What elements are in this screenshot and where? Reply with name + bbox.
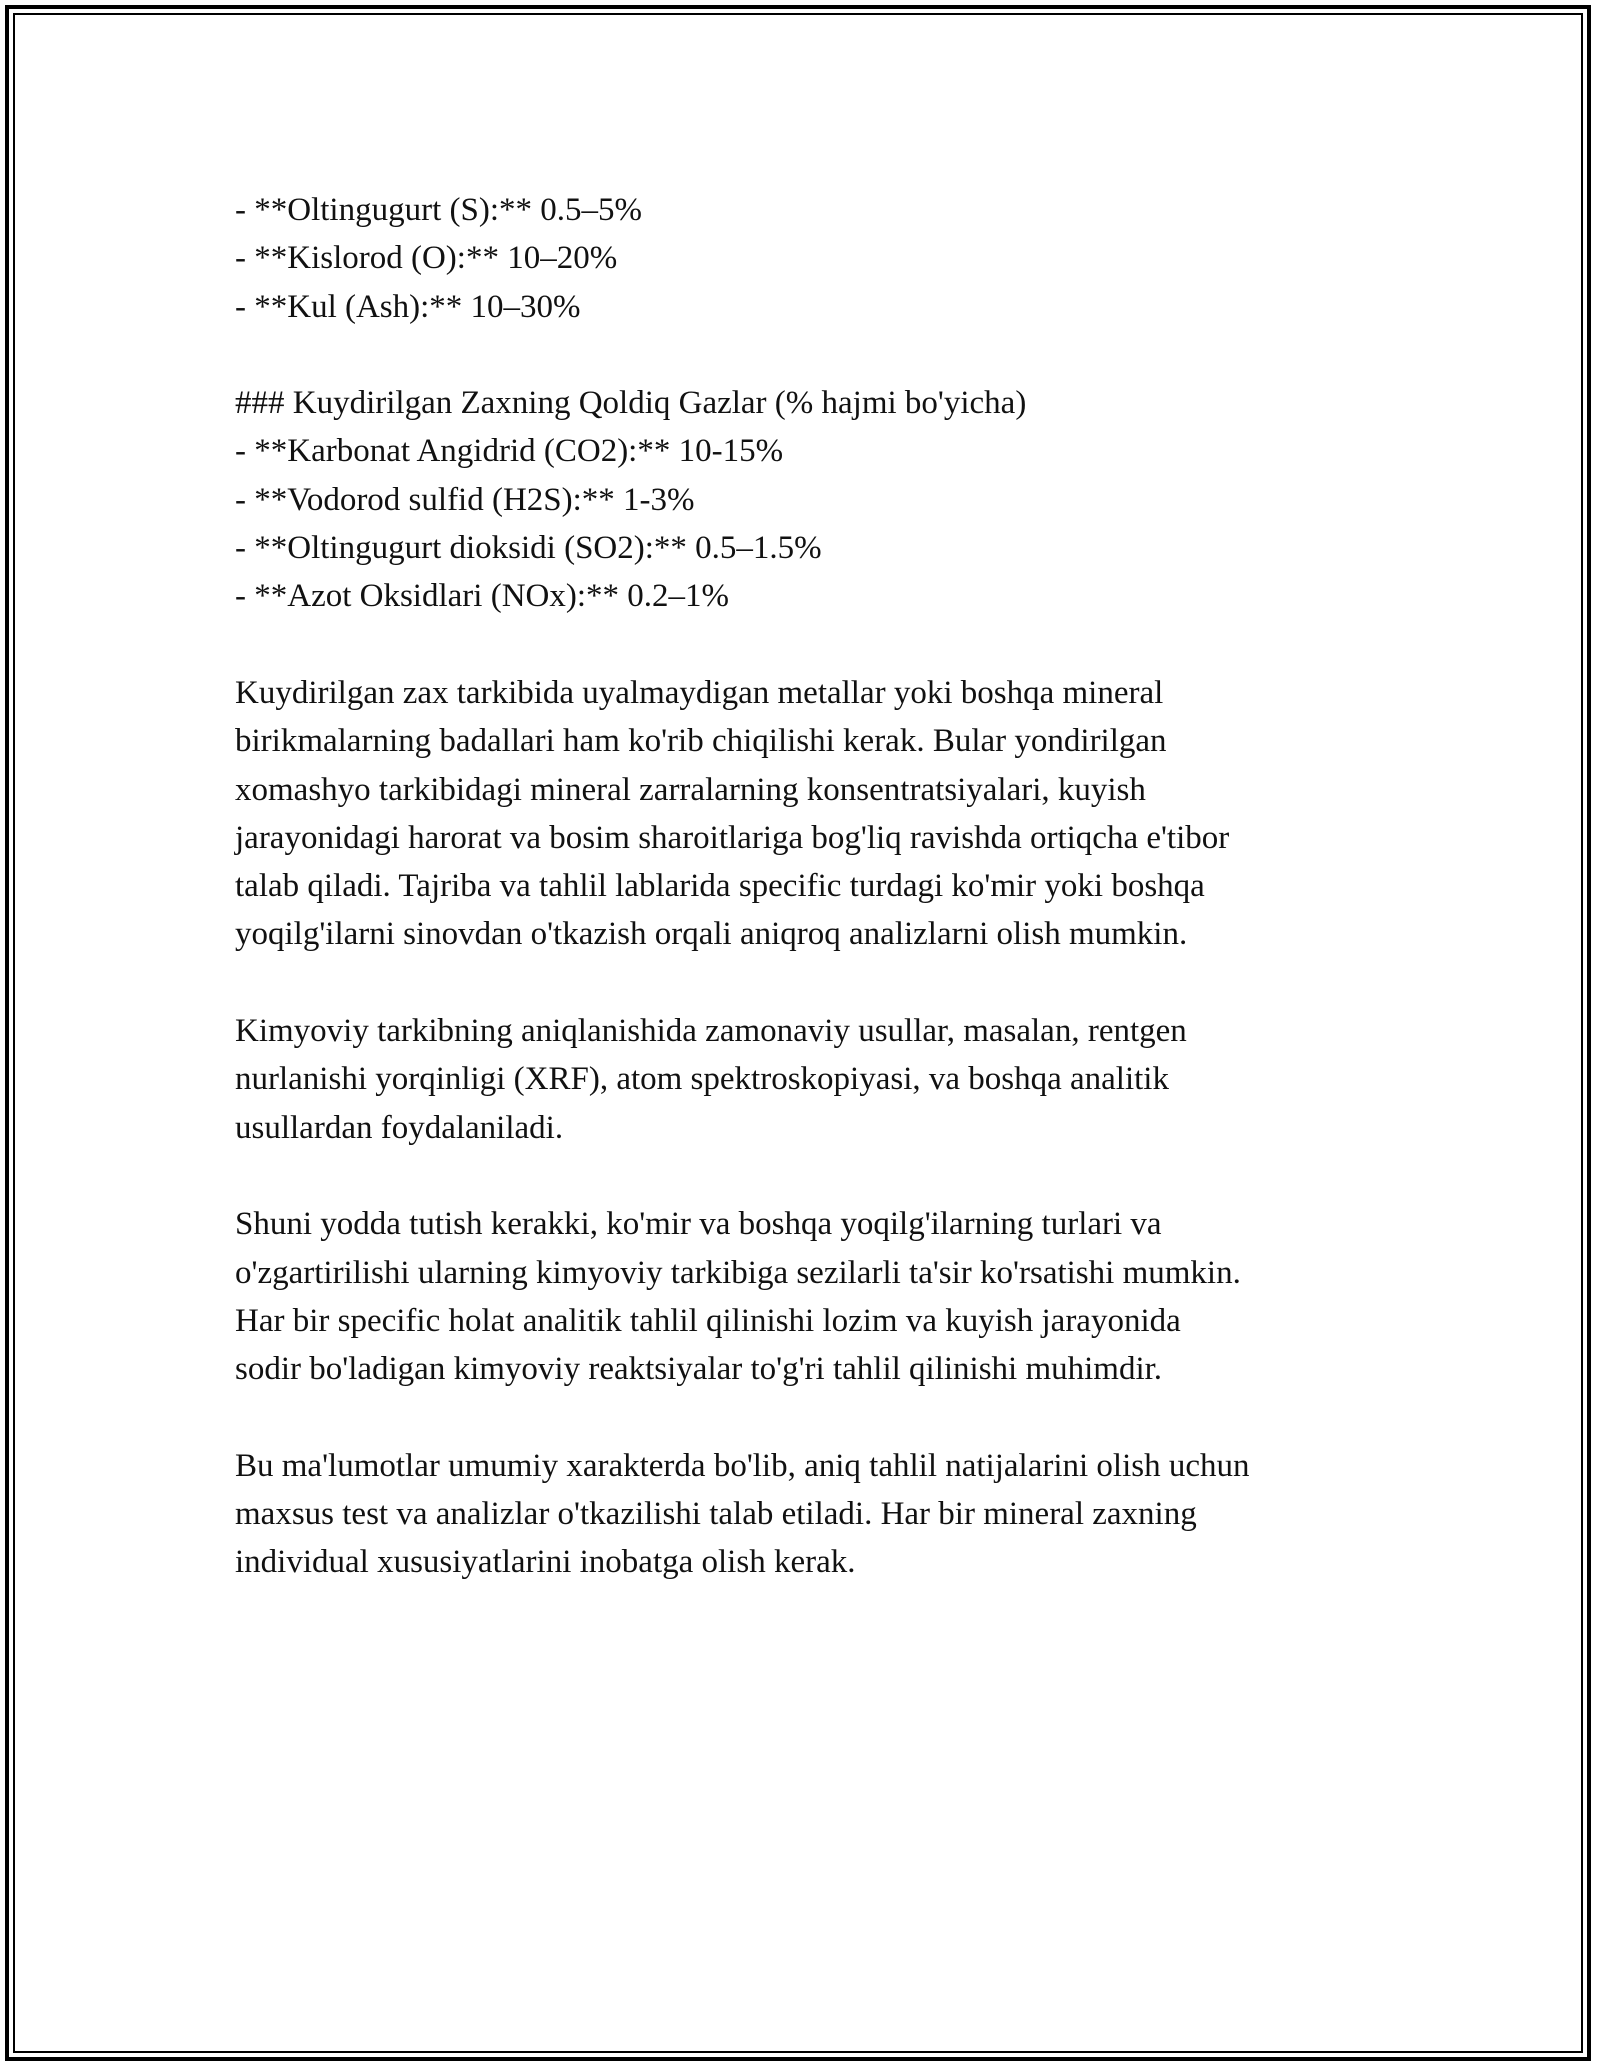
- paragraph-conclusion: [235, 1442, 1385, 1587]
- document-body: [235, 186, 1385, 1587]
- list-item: - **Kislorod (O):** 10–20%: [235, 240, 618, 277]
- paragraph-line: nurlanishi yorqinligi (XRF), atom spektroskopiyasi, va boshqa analitik: [235, 1061, 1169, 1098]
- paragraph-line: Kimyoviy tarkibning aniqlanishida zamonaviy usullar, masalan, rentgen: [235, 1013, 1187, 1050]
- paragraph-line: Kuydirilgan zax tarkibida uyalmaydigan metallar yoki boshqa mineral: [235, 674, 1164, 711]
- paragraph-line: sodir bo'ladigan kimyoviy reaktsiyalar to'g'ri tahlil qilinishi muhimdir.: [235, 1351, 1163, 1388]
- list-item: - **Vodorod sulfid (H2S):** 1-3%: [235, 481, 695, 518]
- paragraph-fuel-types: [235, 1200, 1385, 1393]
- paragraph-line: birikmalarning badallari ham ko'rib chiqilishi kerak. Bular yondirilgan: [235, 723, 1167, 760]
- paragraph-line: Har bir specific holat analitik tahlil qilinishi lozim va kuyish jarayonida: [235, 1302, 1181, 1339]
- paragraph-line: yoqilg'ilarni sinovdan o'tkazish orqali aniqroq analizlarni olish mumkin.: [235, 916, 1188, 953]
- list-item: - **Kul (Ash):** 10–30%: [235, 288, 581, 325]
- list-item: - **Oltingugurt dioksidi (SO2):** 0.5–1.5%: [235, 530, 822, 567]
- paragraph-line: talab qiladi. Tajriba va tahlil lablarida specific turdagi ko'mir yoki boshqa: [235, 868, 1205, 905]
- residual-gases-section: [235, 379, 1385, 620]
- element-composition-list: [235, 186, 1385, 331]
- paragraph-impurities: [235, 669, 1385, 959]
- paragraph-line: individual xususiyatlarini inobatga olish kerak.: [235, 1544, 856, 1581]
- list-item: - **Oltingugurt (S):** 0.5–5%: [235, 192, 642, 228]
- paragraph-methods: [235, 1007, 1385, 1152]
- paragraph-line: maxsus test va analizlar o'tkazilishi talab etiladi. Har bir mineral zaxning: [235, 1496, 1197, 1533]
- paragraph-line: jarayonidagi harorat va bosim sharoitlariga bog'liq ravishda ortiqcha e'tibor: [235, 819, 1230, 856]
- paragraph-line: usullardan foydalaniladi.: [235, 1109, 564, 1146]
- list-item: - **Karbonat Angidrid (CO2):** 10-15%: [235, 433, 784, 470]
- paragraph-line: Bu ma'lumotlar umumiy xarakterda bo'lib, aniq tahlil natijalarini olish uchun: [235, 1447, 1250, 1484]
- paragraph-line: o'zgartirilishi ularning kimyoviy tarkibiga sezilarli ta'sir ko'rsatishi mumkin.: [235, 1254, 1241, 1291]
- list-item: - **Azot Oksidlari (NOx):** 0.2–1%: [235, 578, 730, 615]
- paragraph-line: Shuni yodda tutish kerakki, ko'mir va boshqa yoqilg'ilarning turlari va: [235, 1206, 1162, 1243]
- paragraph-line: xomashyo tarkibidagi mineral zarralarning konsentratsiyalari, kuyish: [235, 771, 1146, 808]
- section-heading: ### Kuydirilgan Zaxning Qoldiq Gazlar (% hajmi bo'yicha): [235, 385, 1027, 422]
